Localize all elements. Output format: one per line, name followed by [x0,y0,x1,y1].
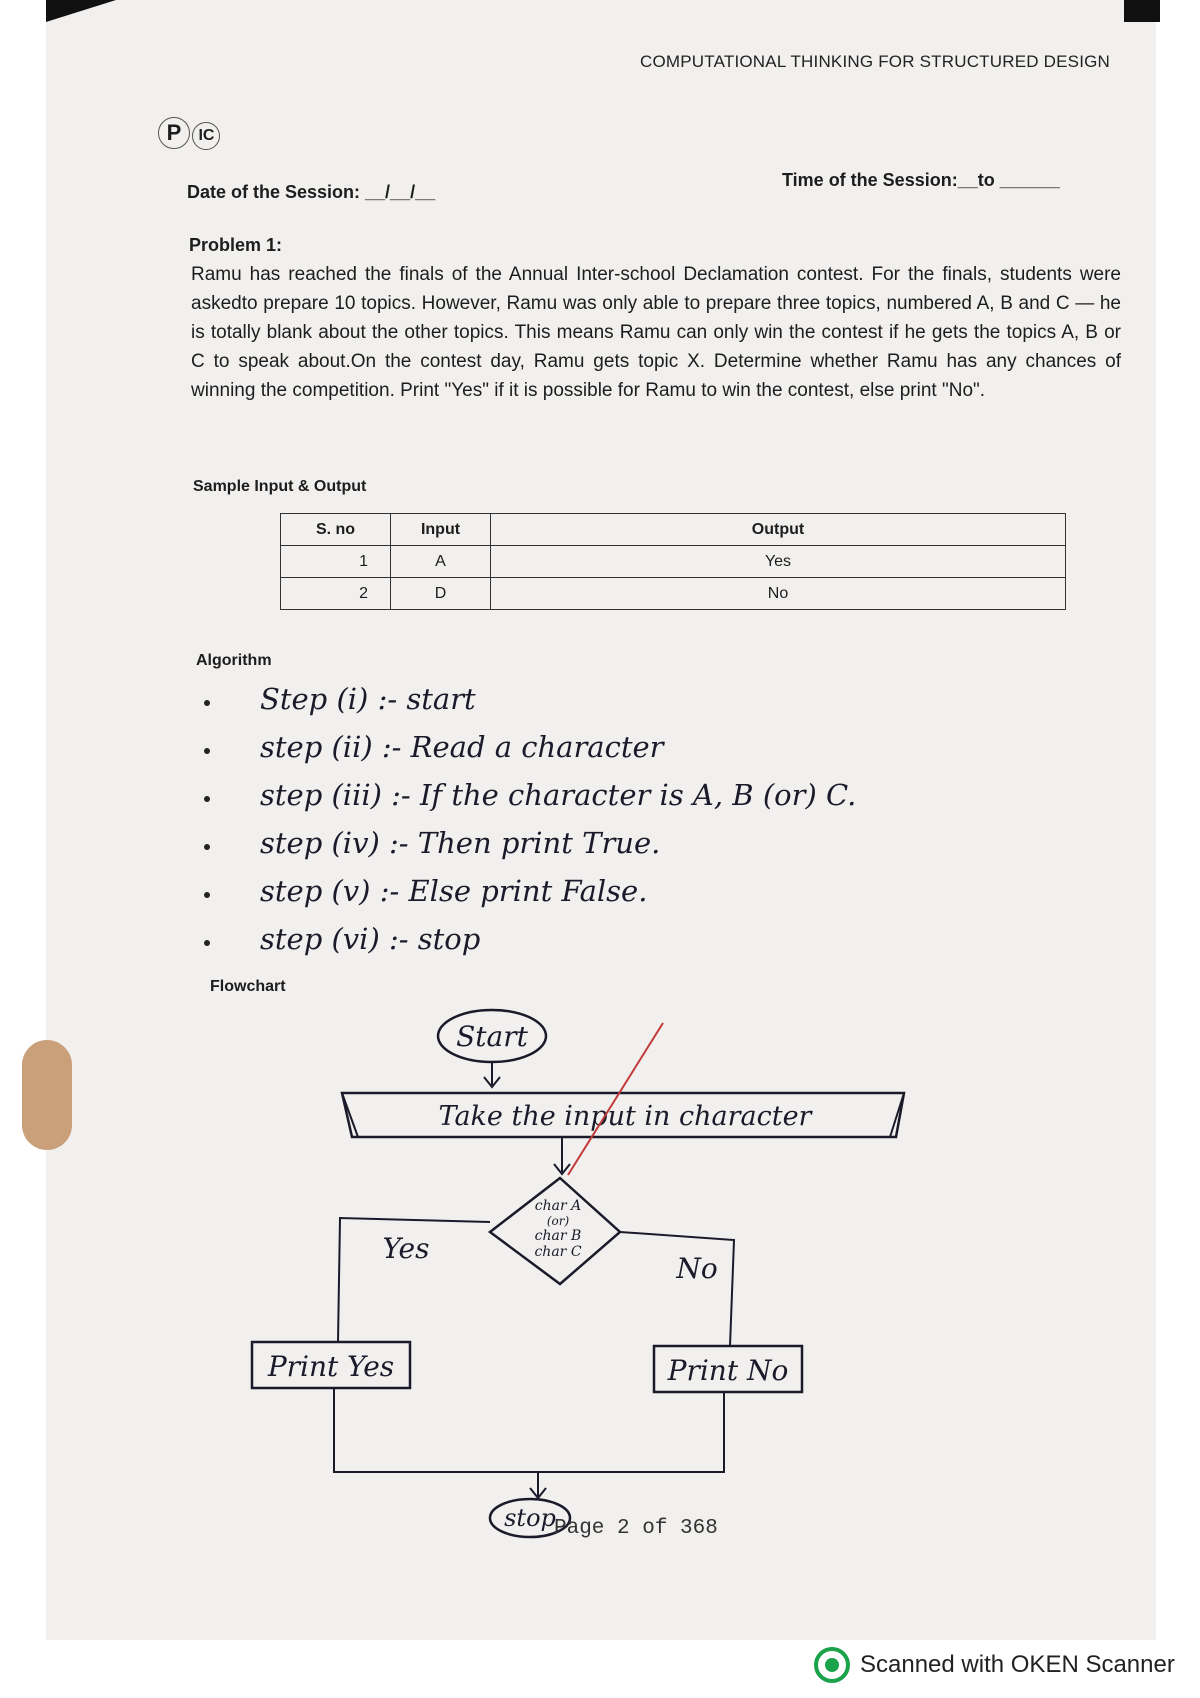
logo-p: P [158,117,190,149]
flow-decision-text: char B [534,1228,582,1244]
table-cell: D [391,578,491,610]
sample-io-title: Sample Input & Output [193,478,367,495]
flow-input-text: Take the input in character [438,1101,812,1132]
flow-print-no-text: Print No [667,1354,789,1387]
flow-merge-line [334,1388,724,1472]
step-text: step (iv) :- Then print True. [260,826,661,860]
flow-decision-text: char C [534,1244,582,1260]
flow-decision-text: char A [534,1198,582,1214]
page-number: Page 2 of 368 [554,1517,718,1540]
flow-print-yes-text: Print Yes [267,1350,395,1383]
table-cell: 1 [281,546,391,578]
table-header-sno: S. no [281,514,391,546]
table-header-input: Input [391,514,491,546]
session-date: Date of the Session: __/__/__ [187,182,436,202]
scanner-watermark [814,1647,1175,1683]
step-text: step (vi) :- stop [260,922,481,956]
table-cell: 2 [281,578,391,610]
flow-start-text: Start [456,1020,528,1053]
step-text: Step (i) :- start [260,682,476,716]
flow-stop-text: stop [504,1504,556,1532]
flow-no-line [620,1232,734,1346]
flow-red-strike [568,1023,663,1175]
table-cell: Yes [491,546,1066,578]
table-cell: A [391,546,491,578]
scanner-text: Scanned with OKEN Scanner [860,1651,1175,1678]
course-header: COMPUTATIONAL THINKING FOR STRUCTURED DESIGN [640,52,1111,71]
step-text: step (v) :- Else print False. [260,874,648,908]
session-time: Time of the Session:__to ______ [782,170,1060,190]
flow-decision-text: (or) [546,1214,570,1228]
problem-statement: Ramu has reached the finals of the Annual Inter-school Declamation contest. For the finals, students were askedto prepare 10 topics. However, Ramu was only able to prepare three topics, numbered A, B and C — he is totally blank about the other topics. This means Ramu can only win the contest if he gets the topics A, B or C to speak about.On the contest day, Ramu gets topic X. Determine whether Ramu has any chances of winning the competition. Print "Yes" if it is possible for Ramu to win the contest, else print "No". [191,264,1121,401]
flow-yes-label: Yes [382,1232,430,1265]
table-header-output: Output [491,514,1066,546]
flowchart-title: Flowchart [210,978,286,995]
problem-title: Problem 1: [189,235,283,255]
step-text: step (iii) :- If the character is A, B (or) C. [260,778,857,812]
table-cell: No [491,578,1066,610]
flow-no-label: No [676,1252,718,1285]
algorithm-title: Algorithm [196,652,272,669]
logo-ic: IC [192,122,220,150]
step-text: step (ii) :- Read a character [260,730,664,764]
scanner-logo-icon [814,1647,850,1683]
